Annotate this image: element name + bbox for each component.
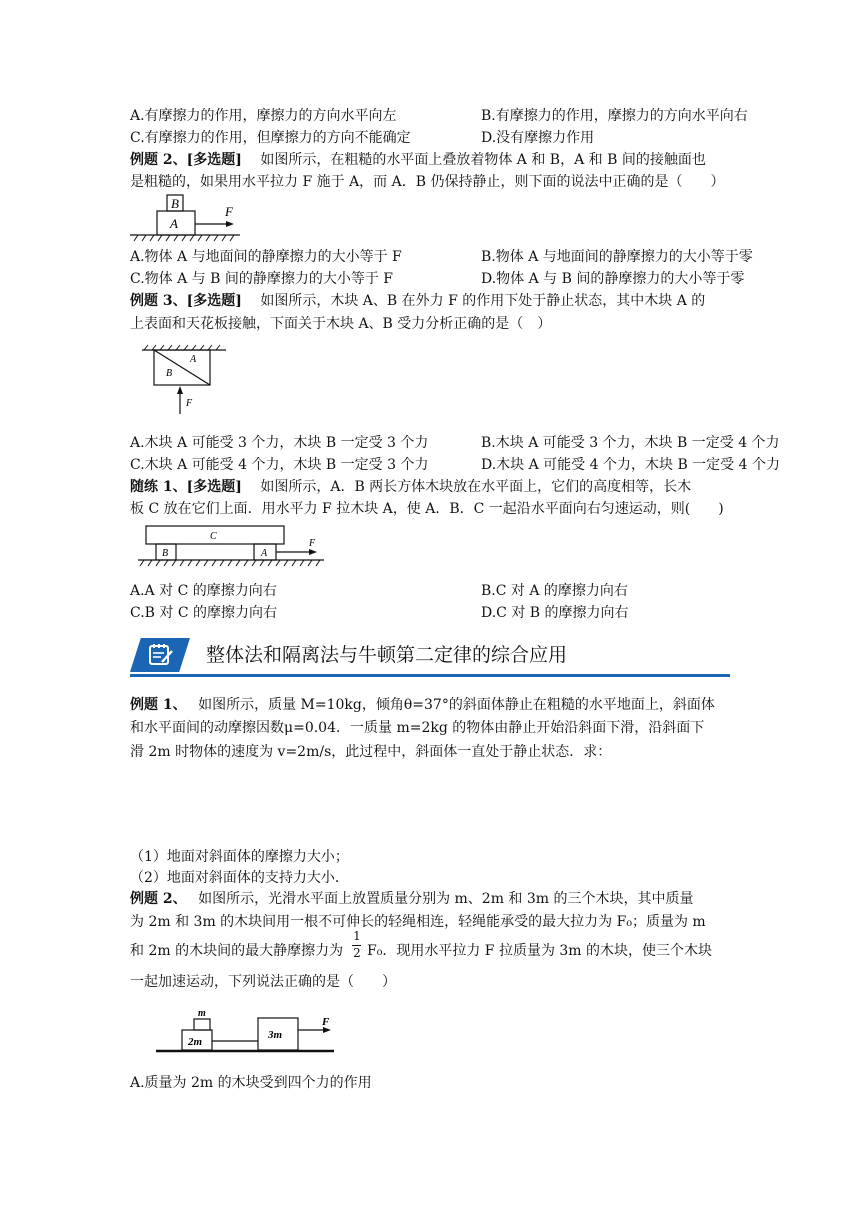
- option-c: C.木块 A 可能受 4 个力，木块 B 一定受 3 个力: [130, 457, 429, 473]
- option-a: A.质量为 2m 的木块受到四个力的作用: [130, 1075, 372, 1091]
- figure-label-f: F: [186, 398, 193, 409]
- question-text: 为 2m 和 3m 的木块间用一根不可伸长的轻绳相连，轻绳能承受的最大拉力为 F₀；质量为 m: [130, 914, 706, 930]
- question-text: 如图所示，在粗糙的水平面上叠放着物体 A 和 B，A 和 B 间的接触面也: [260, 152, 706, 168]
- question-ex3-line1: [130, 292, 705, 310]
- option-c: C.有摩擦力的作用，但摩擦力的方向不能确定: [130, 130, 411, 146]
- option-a: A.物体 A 与地面间的静摩擦力的大小等于 F: [130, 249, 402, 265]
- sub-question-2: （2）地面对斜面体的支持力大小．: [130, 870, 349, 886]
- figure-label-b: B: [162, 548, 169, 559]
- question-ex1b-line1: [130, 696, 715, 714]
- figure-label-b: B: [166, 368, 173, 379]
- section-title: 整体法和隔离法与牛顿第二定律的综合应用: [206, 644, 568, 666]
- figure-label-f: F: [322, 1016, 330, 1028]
- question-text: 和水平面间的动摩擦因数μ=0.04．一质量 m=2kg 的物体由静止开始沿斜面下滑，沿斜面下: [130, 720, 705, 736]
- question-text: 板 C 放在它们上面．用水平力 F 拉木块 A，使 A．B．C 一起沿水平面向右匀速运动，则( ): [130, 501, 724, 517]
- figure-label-b: B: [171, 196, 179, 211]
- question-text: 如图所示，光滑水平面上放置质量分别为 m、2m 和 3m 的三个木块，其中质量: [198, 891, 694, 907]
- figure-label-3m: 3m: [268, 1029, 283, 1041]
- figure-label-a: A: [190, 354, 197, 365]
- question-drill1-line1: [130, 478, 691, 496]
- question-ex2b-line1: [130, 890, 694, 908]
- option-b: B.有摩擦力的作用，摩擦力的方向水平向右: [481, 108, 748, 124]
- question-label: 例题 2、[多选题]: [130, 152, 242, 168]
- section-banner: [130, 636, 730, 676]
- question-text: F₀．现用水平拉力 F 拉质量为 3m 的木块，使三个木块: [367, 943, 713, 959]
- question-text: 如图所示，质量 M=10kg，倾角θ=37°的斜面体静止在粗糙的水平地面上，斜面体: [198, 697, 715, 713]
- question-label: 例题 2、: [130, 891, 180, 907]
- question-text: 滑 2m 时物体的速度为 v=2m/s，此过程中，斜面体一直处于静止状态．求：: [130, 744, 612, 760]
- figure-label-2m: 2m: [188, 1036, 203, 1048]
- figure-label-a: A: [261, 548, 268, 559]
- figure-ceiling-blocks: [140, 344, 230, 416]
- figure-label-f: F: [309, 538, 316, 549]
- notepad-icon: [146, 642, 176, 668]
- option-d: D.物体 A 与 B 间的静摩擦力的大小等于零: [481, 271, 745, 287]
- option-c: C.B 对 C 的摩擦力向右: [130, 605, 278, 621]
- question-ex2-line1: [130, 151, 706, 169]
- option-d: D.没有摩擦力作用: [481, 130, 595, 146]
- section-underline: [130, 674, 730, 677]
- sub-question-1: （1）地面对斜面体的摩擦力大小；: [130, 849, 349, 865]
- figure-three-blocks: [156, 1006, 338, 1056]
- question-text: 如图所示，木块 A、B 在外力 F 的作用下处于静止状态，其中木块 A 的: [260, 293, 706, 309]
- figure-label-a: A: [170, 216, 178, 231]
- option-d: D.木块 A 可能受 4 个力，木块 B 一定受 4 个力: [481, 457, 780, 473]
- option-b: B.物体 A 与地面间的静摩擦力的大小等于零: [481, 249, 753, 265]
- option-c: C.物体 A 与 B 间的静摩擦力的大小等于 F: [130, 271, 394, 287]
- option-b: B.木块 A 可能受 3 个力，木块 B 一定受 4 个力: [481, 435, 780, 451]
- question-text: 一起加速运动，下列说法正确的是（ ）: [130, 974, 396, 990]
- figure-stacked-blocks: [130, 193, 240, 245]
- question-label: 例题 1、: [130, 697, 180, 713]
- option-a: A.木块 A 可能受 3 个力，木块 B 一定受 3 个力: [130, 435, 429, 451]
- question-text: 如图所示，A．B 两长方体木块放在水平面上，它们的高度相等，长木: [260, 479, 692, 495]
- question-text: 是粗糙的，如果用水平拉力 F 施于 A，而 A．B 仍保持静止，则下面的说法中正确的是（ ）: [130, 174, 725, 190]
- option-a: A.A 对 C 的摩擦力向右: [130, 583, 277, 599]
- figure-label-m: m: [198, 1008, 206, 1019]
- figure-plank-on-blocks: [136, 524, 326, 574]
- figure-label-f: F: [225, 204, 233, 219]
- question-text: 上表面和天花板接触，下面关于木块 A、B 受力分析正确的是（ ）: [130, 316, 552, 332]
- question-label: 随练 1、[多选题]: [130, 479, 242, 495]
- fraction-denominator: 2: [353, 946, 361, 960]
- option-a: A.有摩擦力的作用，摩擦力的方向水平向左: [130, 108, 397, 124]
- question-label: 例题 3、[多选题]: [130, 293, 242, 309]
- figure-label-c: C: [210, 531, 217, 542]
- option-b: B.C 对 A 的摩擦力向右: [481, 583, 628, 599]
- option-d: D.C 对 B 的摩擦力向右: [481, 605, 629, 621]
- fraction-numerator: 1: [353, 929, 361, 943]
- question-text: 和 2m 的木块间的最大静摩擦力为: [130, 943, 344, 959]
